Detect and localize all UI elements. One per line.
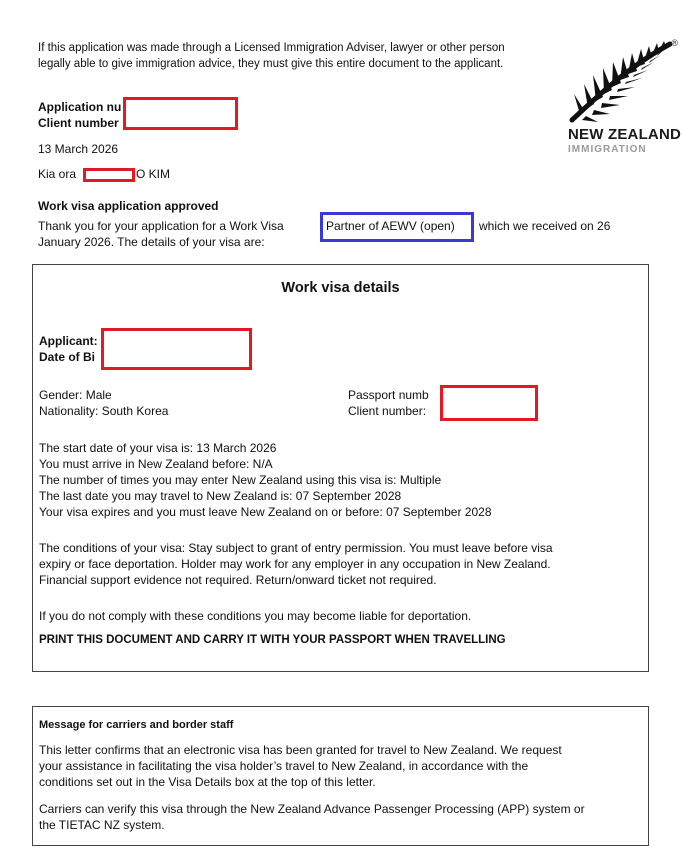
registered-mark: ® (671, 38, 678, 48)
carriers-para-2-line-2: the TIETAC NZ system. (39, 818, 165, 832)
nz-immigration-logo (566, 38, 682, 158)
carriers-message-box (32, 706, 649, 846)
greeting-prefix: Kia ora (38, 167, 77, 181)
visa-conditions-line-2: expiry or face deportation. Holder may work for any employer in any occupation in New Zealand. (39, 557, 551, 571)
greeting-suffix: O KIM (136, 167, 171, 181)
logo-line-2: IMMIGRATION (568, 144, 647, 155)
date-of-birth-label: Date of Bi (39, 350, 96, 364)
intro-line-1: If this application was made through a Licensed Immigration Adviser, lawyer or other person (38, 42, 505, 54)
logo-line-1: NEW ZEALAND (568, 126, 682, 143)
approval-line-2: January 2026. The details of your visa are: (38, 235, 265, 249)
approval-heading: Work visa application approved (38, 199, 219, 213)
passport-number-label: Passport numb (348, 388, 429, 402)
visa-details-box (32, 264, 649, 672)
approval-line-1-part-1: Thank you for your application for a Work Visa (38, 219, 284, 233)
nationality: Nationality: South Korea (39, 404, 169, 418)
applicant-label: Applicant: (39, 334, 98, 348)
letter-date: 13 March 2026 (38, 142, 119, 156)
visa-conditions-line-3: Financial support evidence not required. Return/onward ticket not required. (39, 573, 437, 587)
application-number-label: Application nu (38, 100, 122, 114)
carriers-para-1-line-2: your assistance in facilitating the visa holder’s travel to New Zealand, in accordance with the (39, 759, 529, 773)
carriers-para-2-line-1: Carriers can verify this visa through the New Zealand Advance Passenger Processing (APP) system or (39, 802, 585, 816)
client-number-label-visa: Client number: (348, 404, 427, 418)
approval-line-1-part-2: which we received on 26 (479, 219, 611, 233)
visa-fact-entries: The number of times you may enter New Zealand using this visa is: Multiple (39, 473, 442, 487)
visa-type-text: Partner of AEWV (open) (326, 219, 455, 233)
fern-icon (566, 38, 682, 128)
deportation-warning: If you do not comply with these conditions you may become liable for deportation. (39, 609, 472, 623)
visa-fact-last-travel: The last date you may travel to New Zealand is: 07 September 2028 (39, 489, 402, 503)
visa-fact-expiry: Your visa expires and you must leave New Zealand on or before: 07 September 2028 (39, 505, 492, 519)
redaction-passport-client (440, 385, 538, 421)
redaction-applicant-details (101, 328, 252, 370)
carriers-para-1-line-3: conditions set out in the Visa Details box at the top of this letter. (39, 775, 376, 789)
carriers-para-1-line-1: This letter confirms that an electronic visa has been granted for travel to New Zealand. We request (39, 743, 562, 757)
redaction-application-number (123, 97, 238, 130)
visa-details-title: Work visa details (281, 280, 400, 296)
client-number-label: Client number (38, 116, 119, 130)
visa-fact-start-date: The start date of your visa is: 13 March 2026 (39, 441, 277, 455)
gender: Gender: Male (39, 388, 112, 402)
carriers-heading: Message for carriers and border staff (39, 719, 234, 731)
intro-line-2: legally able to give immigration advice, they must give this entire document to the applicant. (38, 58, 504, 70)
visa-fact-arrive-before: You must arrive in New Zealand before: N/A (39, 457, 273, 471)
redaction-applicant-name (83, 168, 135, 182)
print-notice: PRINT THIS DOCUMENT AND CARRY IT WITH YOUR PASSPORT WHEN TRAVELLING (39, 634, 506, 646)
visa-conditions-line-1: The conditions of your visa: Stay subject to grant of entry permission. You must leave before visa (39, 541, 553, 555)
